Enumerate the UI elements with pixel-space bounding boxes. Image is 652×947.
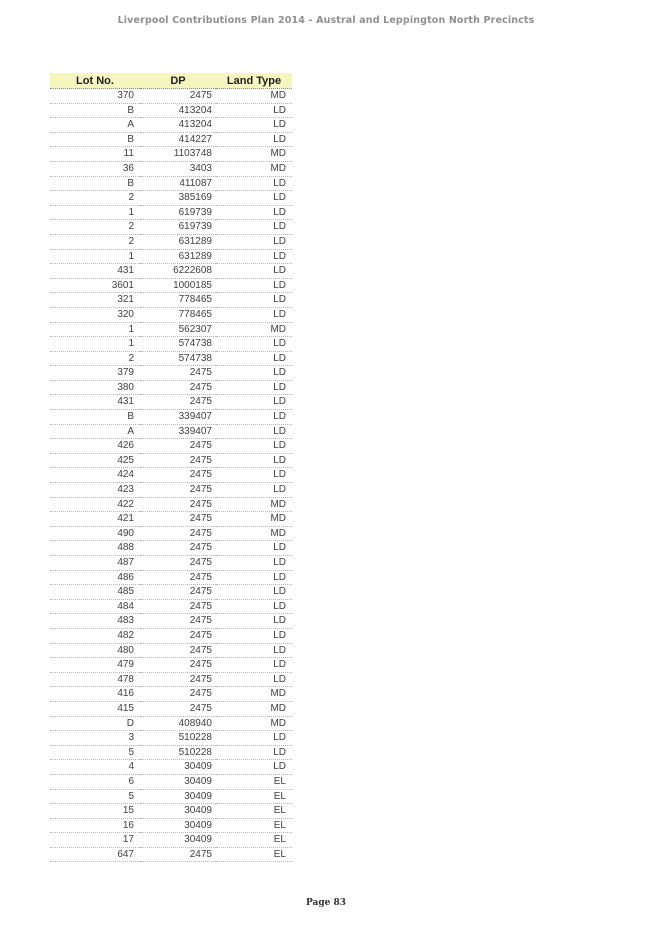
cell-lot-no: B	[50, 132, 140, 147]
cell-land-type: LD	[216, 760, 292, 775]
cell-land-type: EL	[216, 804, 292, 819]
table-row	[50, 89, 292, 104]
cell-land-type: LD	[216, 366, 292, 381]
cell-lot-no: 424	[50, 468, 140, 483]
cell-land-type: EL	[216, 818, 292, 833]
cell-lot-no: 487	[50, 556, 140, 571]
cell-lot-no: 6	[50, 774, 140, 789]
cell-land-type: MD	[216, 147, 292, 162]
cell-dp: 2475	[140, 541, 216, 556]
cell-land-type: LD	[216, 307, 292, 322]
table-row	[50, 628, 292, 643]
cell-dp: 619739	[140, 220, 216, 235]
cell-dp: 2475	[140, 512, 216, 527]
table-row	[50, 497, 292, 512]
table-row	[50, 570, 292, 585]
cell-dp: 2475	[140, 628, 216, 643]
cell-dp: 2475	[140, 89, 216, 104]
cell-dp: 1000185	[140, 278, 216, 293]
cell-dp: 2475	[140, 658, 216, 673]
table-row	[50, 380, 292, 395]
cell-lot-no: 421	[50, 512, 140, 527]
cell-dp: 2475	[140, 395, 216, 410]
cell-land-type: LD	[216, 410, 292, 425]
cell-dp: 6222608	[140, 264, 216, 279]
cell-lot-no: 2	[50, 351, 140, 366]
cell-land-type: LD	[216, 380, 292, 395]
cell-lot-no: D	[50, 716, 140, 731]
cell-dp: 30409	[140, 804, 216, 819]
cell-lot-no: 2	[50, 191, 140, 206]
cell-dp: 30409	[140, 774, 216, 789]
cell-lot-no: 380	[50, 380, 140, 395]
column-header-land-type: Land Type	[216, 73, 292, 89]
cell-land-type: LD	[216, 293, 292, 308]
cell-dp: 2475	[140, 672, 216, 687]
cell-dp: 2475	[140, 614, 216, 629]
cell-land-type: MD	[216, 161, 292, 176]
cell-dp: 30409	[140, 760, 216, 775]
cell-land-type: EL	[216, 833, 292, 848]
cell-land-type: LD	[216, 264, 292, 279]
table-row	[50, 278, 292, 293]
cell-lot-no: 321	[50, 293, 140, 308]
page-header: Liverpool Contributions Plan 2014 - Austral and Leppington North Precincts	[117, 15, 535, 26]
cell-land-type: LD	[216, 278, 292, 293]
cell-lot-no: 5	[50, 789, 140, 804]
table-row	[50, 337, 292, 352]
cell-land-type: MD	[216, 512, 292, 527]
lot-table	[50, 73, 292, 862]
cell-lot-no: 11	[50, 147, 140, 162]
cell-land-type: MD	[216, 701, 292, 716]
cell-dp: 413204	[140, 118, 216, 133]
cell-land-type: LD	[216, 628, 292, 643]
cell-lot-no: 479	[50, 658, 140, 673]
cell-land-type: LD	[216, 745, 292, 760]
cell-lot-no: 422	[50, 497, 140, 512]
table-row	[50, 439, 292, 454]
cell-lot-no: 490	[50, 526, 140, 541]
cell-dp: 2475	[140, 687, 216, 702]
cell-dp: 2475	[140, 439, 216, 454]
table-row	[50, 161, 292, 176]
table-row	[50, 701, 292, 716]
cell-dp: 778465	[140, 293, 216, 308]
cell-dp: 339407	[140, 410, 216, 425]
cell-dp: 510228	[140, 745, 216, 760]
cell-dp: 2475	[140, 585, 216, 600]
cell-dp: 2475	[140, 556, 216, 571]
table-row	[50, 264, 292, 279]
column-header-dp: DP	[140, 73, 216, 89]
cell-dp: 30409	[140, 833, 216, 848]
cell-lot-no: 1	[50, 249, 140, 264]
cell-land-type: LD	[216, 643, 292, 658]
cell-dp: 2475	[140, 453, 216, 468]
cell-lot-no: 480	[50, 643, 140, 658]
cell-lot-no: 36	[50, 161, 140, 176]
cell-lot-no: A	[50, 118, 140, 133]
table-row	[50, 366, 292, 381]
table-row	[50, 234, 292, 249]
cell-land-type: LD	[216, 118, 292, 133]
cell-lot-no: 17	[50, 833, 140, 848]
cell-lot-no: 431	[50, 395, 140, 410]
cell-lot-no: 379	[50, 366, 140, 381]
cell-land-type: LD	[216, 570, 292, 585]
cell-land-type: LD	[216, 541, 292, 556]
cell-lot-no: A	[50, 424, 140, 439]
page-number: Page 83	[305, 898, 347, 908]
cell-land-type: LD	[216, 599, 292, 614]
cell-lot-no: 320	[50, 307, 140, 322]
cell-lot-no: 4	[50, 760, 140, 775]
cell-land-type: LD	[216, 234, 292, 249]
cell-land-type: MD	[216, 526, 292, 541]
cell-dp: 510228	[140, 731, 216, 746]
cell-dp: 2475	[140, 468, 216, 483]
cell-dp: 2475	[140, 643, 216, 658]
table-row	[50, 614, 292, 629]
cell-land-type: MD	[216, 322, 292, 337]
cell-lot-no: 1	[50, 205, 140, 220]
table-row	[50, 191, 292, 206]
cell-dp: 778465	[140, 307, 216, 322]
table-row	[50, 541, 292, 556]
table-row	[50, 731, 292, 746]
cell-lot-no: 416	[50, 687, 140, 702]
cell-dp: 408940	[140, 716, 216, 731]
table-row	[50, 118, 292, 133]
cell-land-type: LD	[216, 468, 292, 483]
table-row	[50, 818, 292, 833]
cell-lot-no: 2	[50, 220, 140, 235]
cell-lot-no: B	[50, 176, 140, 191]
table-row	[50, 176, 292, 191]
cell-dp: 414227	[140, 132, 216, 147]
cell-lot-no: 5	[50, 745, 140, 760]
cell-dp: 2475	[140, 847, 216, 862]
cell-dp: 2475	[140, 380, 216, 395]
cell-land-type: LD	[216, 585, 292, 600]
cell-lot-no: 2	[50, 234, 140, 249]
table-row	[50, 716, 292, 731]
cell-land-type: LD	[216, 424, 292, 439]
cell-land-type: LD	[216, 614, 292, 629]
cell-lot-no: 483	[50, 614, 140, 629]
cell-lot-no: 15	[50, 804, 140, 819]
cell-land-type: LD	[216, 439, 292, 454]
table-row	[50, 351, 292, 366]
table-row	[50, 526, 292, 541]
cell-lot-no: 423	[50, 483, 140, 498]
table-row	[50, 658, 292, 673]
table-header-row	[50, 73, 292, 89]
cell-lot-no: 647	[50, 847, 140, 862]
cell-land-type: LD	[216, 337, 292, 352]
cell-dp: 3403	[140, 161, 216, 176]
column-header-lot-no: Lot No.	[50, 73, 140, 89]
table-row	[50, 147, 292, 162]
cell-lot-no: 426	[50, 439, 140, 454]
table-row	[50, 672, 292, 687]
cell-lot-no: 478	[50, 672, 140, 687]
cell-land-type: MD	[216, 497, 292, 512]
cell-lot-no: 1	[50, 337, 140, 352]
table-row	[50, 249, 292, 264]
table-row	[50, 468, 292, 483]
cell-lot-no: 431	[50, 264, 140, 279]
cell-lot-no: 3601	[50, 278, 140, 293]
cell-lot-no: 484	[50, 599, 140, 614]
cell-lot-no: 488	[50, 541, 140, 556]
cell-dp: 574738	[140, 351, 216, 366]
table-row	[50, 760, 292, 775]
cell-land-type: LD	[216, 395, 292, 410]
table-row	[50, 453, 292, 468]
cell-lot-no: 3	[50, 731, 140, 746]
cell-dp: 2475	[140, 570, 216, 585]
cell-dp: 2475	[140, 497, 216, 512]
table-row	[50, 293, 292, 308]
table-row	[50, 804, 292, 819]
cell-dp: 339407	[140, 424, 216, 439]
cell-lot-no: B	[50, 410, 140, 425]
table-row	[50, 322, 292, 337]
cell-land-type: LD	[216, 731, 292, 746]
cell-dp: 2475	[140, 366, 216, 381]
cell-lot-no: 482	[50, 628, 140, 643]
cell-land-type: LD	[216, 176, 292, 191]
cell-dp: 413204	[140, 103, 216, 118]
table-row	[50, 103, 292, 118]
cell-land-type: LD	[216, 205, 292, 220]
table-row	[50, 774, 292, 789]
cell-lot-no: 1	[50, 322, 140, 337]
table-row	[50, 789, 292, 804]
cell-land-type: LD	[216, 132, 292, 147]
table-row	[50, 556, 292, 571]
table-row	[50, 220, 292, 235]
cell-dp: 30409	[140, 818, 216, 833]
cell-land-type: LD	[216, 103, 292, 118]
cell-lot-no: 485	[50, 585, 140, 600]
cell-land-type: LD	[216, 453, 292, 468]
cell-land-type: EL	[216, 789, 292, 804]
cell-land-type: LD	[216, 658, 292, 673]
cell-dp: 1103748	[140, 147, 216, 162]
table-row	[50, 395, 292, 410]
table-row	[50, 307, 292, 322]
table-row	[50, 132, 292, 147]
cell-dp: 2475	[140, 483, 216, 498]
cell-dp: 619739	[140, 205, 216, 220]
cell-lot-no: 16	[50, 818, 140, 833]
cell-dp: 2475	[140, 701, 216, 716]
cell-dp: 2475	[140, 526, 216, 541]
table-row	[50, 643, 292, 658]
table-row	[50, 833, 292, 848]
cell-dp: 385169	[140, 191, 216, 206]
cell-land-type: EL	[216, 774, 292, 789]
cell-lot-no: 415	[50, 701, 140, 716]
cell-land-type: LD	[216, 191, 292, 206]
cell-lot-no: B	[50, 103, 140, 118]
cell-lot-no: 425	[50, 453, 140, 468]
cell-dp: 2475	[140, 599, 216, 614]
cell-dp: 574738	[140, 337, 216, 352]
table-row	[50, 512, 292, 527]
cell-dp: 631289	[140, 249, 216, 264]
cell-dp: 411087	[140, 176, 216, 191]
cell-land-type: EL	[216, 847, 292, 862]
table-row	[50, 205, 292, 220]
table-row	[50, 687, 292, 702]
table-row	[50, 410, 292, 425]
cell-land-type: LD	[216, 556, 292, 571]
cell-land-type: MD	[216, 89, 292, 104]
cell-land-type: LD	[216, 483, 292, 498]
table-body	[50, 89, 292, 862]
cell-land-type: LD	[216, 351, 292, 366]
cell-land-type: LD	[216, 672, 292, 687]
table-row	[50, 599, 292, 614]
table-header	[50, 73, 292, 89]
table-row	[50, 847, 292, 862]
table-row	[50, 745, 292, 760]
table-row	[50, 424, 292, 439]
cell-land-type: LD	[216, 220, 292, 235]
cell-lot-no: 370	[50, 89, 140, 104]
cell-lot-no: 486	[50, 570, 140, 585]
cell-dp: 631289	[140, 234, 216, 249]
cell-dp: 30409	[140, 789, 216, 804]
cell-land-type: MD	[216, 716, 292, 731]
table-row	[50, 585, 292, 600]
cell-land-type: LD	[216, 249, 292, 264]
cell-dp: 562307	[140, 322, 216, 337]
cell-land-type: MD	[216, 687, 292, 702]
table-row	[50, 483, 292, 498]
